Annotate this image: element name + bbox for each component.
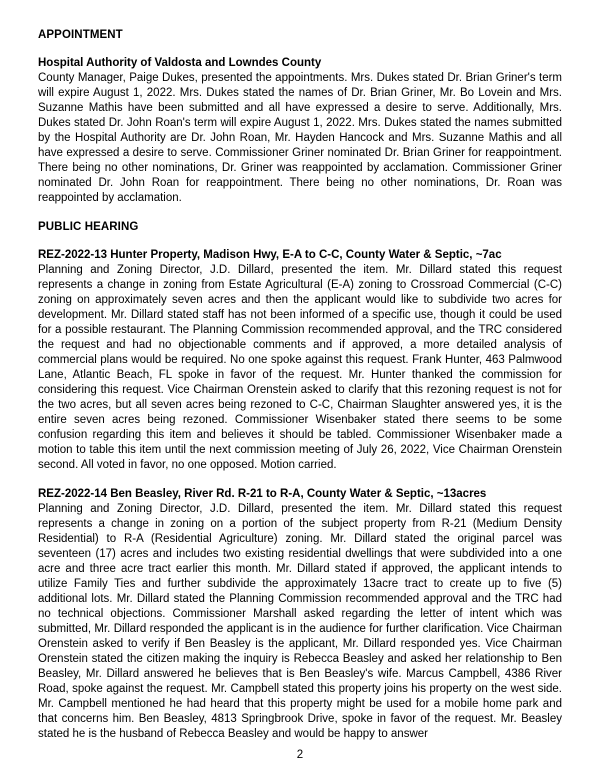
paragraph-rez-2022-13: Planning and Zoning Director, J.D. Dillard, presented the item. Mr. Dillard stated this request represents a change in zoning from Estate Agricultural (E-A) zoning to Crossroad Commercial (C-C) zoning on approximately seven acres and then the applicant would like to subdivide two acres for development. Mr. Dillard stated staff has not been informed of a specific use, though it could be used for a possible restaurant. The Planning Commission recommended approval, and the TRC considered the request and had no objectionable comments and if approved, a more detailed analysis of commercial plans would be required. No one spoke against this request. Frank Hunter, 463 Palmwood Lane, Atlantic Beach, FL spoke in favor of the request. Mr. Hunter thanked the commission for considering this request. Vice Chairman Orenstein asked to clarify that this rezoning request is not for the two acres, but all seven acres being rezoned to C-C, Chairman Slaughter answered yes, it is the entire seven acres being rezoned. Commissioner Wisenbaker stated there seems to be some confusion regarding this item and believes it should be tabled. Commissioner Wisenbaker made a motion to table this item until the next commission meeting of July 26, 2022, Vice Chairman Orenstein second. All voted in favor, no one opposed. Motion carried. — [38, 264, 562, 471]
item-title-hospital-authority: Hospital Authority of Valdosta and Lowndes County — [38, 57, 322, 69]
item-title-rez-2022-13: REZ-2022-13 Hunter Property, Madison Hwy, E-A to C-C, County Water & Septic, ~7ac — [38, 249, 502, 261]
item-title-rez-2022-14: REZ-2022-14 Ben Beasley, River Rd. R-21 to R-A, County Water & Septic, ~13acres — [38, 488, 487, 500]
section-heading-appointment: APPOINTMENT — [38, 29, 123, 41]
paragraph-rez-2022-14: Planning and Zoning Director, J.D. Dillard, presented the item. Mr. Dillard stated this request represents a change in zoning on a portion of the subject property from R-21 (Medium Density Residential) to R-A (Residential Agriculture) zoning. Mr. Dillard stated the original parcel was seventeen (17) acres and includes two existing residential dwellings that were subdivided into a one acre and three acre tract earlier this month. Mr. Dillard stated if approved, the applicant intends to utilize Family Ties and further subdivide the approximately 13acre tract to create up to five (5) additional lots. Mr. Dillard stated the Planning Commission recommended approval and the TRC had no technical objections. Commissioner Marshall asked regarding the letter of intent which was submitted, Mr. Dillard responded the applicant is in the audience for further clarification. Vice Chairman Orenstein asked to verify if Ben Beasley is the applicant, Mr. Dillard responded yes. Vice Chairman Orenstein stated the citizen making the inquiry is Rebecca Beasley and asked her relationship to Ben Beasley, Mr. Dillard answered he believes that is Ben Beasley's wife. Marcus Campbell, 4386 River Road, spoke against the request. Mr. Campbell stated this property joins his property on the west side. Mr. Campbell mentioned he had heard that this property might be used for a mobile home park and that concerns him. Ben Beasley, 4813 Springbrook Drive, spoke in favor of the request. Mr. Beasley stated he is the husband of Rebecca Beasley and would be happy to answer — [38, 503, 562, 740]
page-number: 2 — [296, 749, 304, 761]
section-heading-public-hearing: PUBLIC HEARING — [38, 221, 139, 233]
paragraph-hospital-authority: County Manager, Paige Dukes, presented the appointments. Mrs. Dukes stated Dr. Brian Griner's term will expire August 1, 2022. Mrs. Dukes stated the names of Dr. Brian Griner, Mr. Bo Lovein and Mrs. Suzanne Mathis have been submitted and all have expressed a desire to serve. Additionally, Mrs. Dukes stated Dr. John Roan's term will expire August 1, 2022. Mrs. Dukes stated the names submitted by the Hospital Authority are Dr. John Roan, Mr. Hayden Hancock and Mrs. Suzanne Mathis and all have expressed a desire to serve. Commissioner Griner nominated Dr. Brian Griner for reappointment. There being no other nominations, Dr. Griner was reappointed by acclamation. Commissioner Griner nominated Dr. John Roan for reappointment. There being no other nominations, Dr. Roan was reappointed by acclamation. — [38, 72, 562, 204]
